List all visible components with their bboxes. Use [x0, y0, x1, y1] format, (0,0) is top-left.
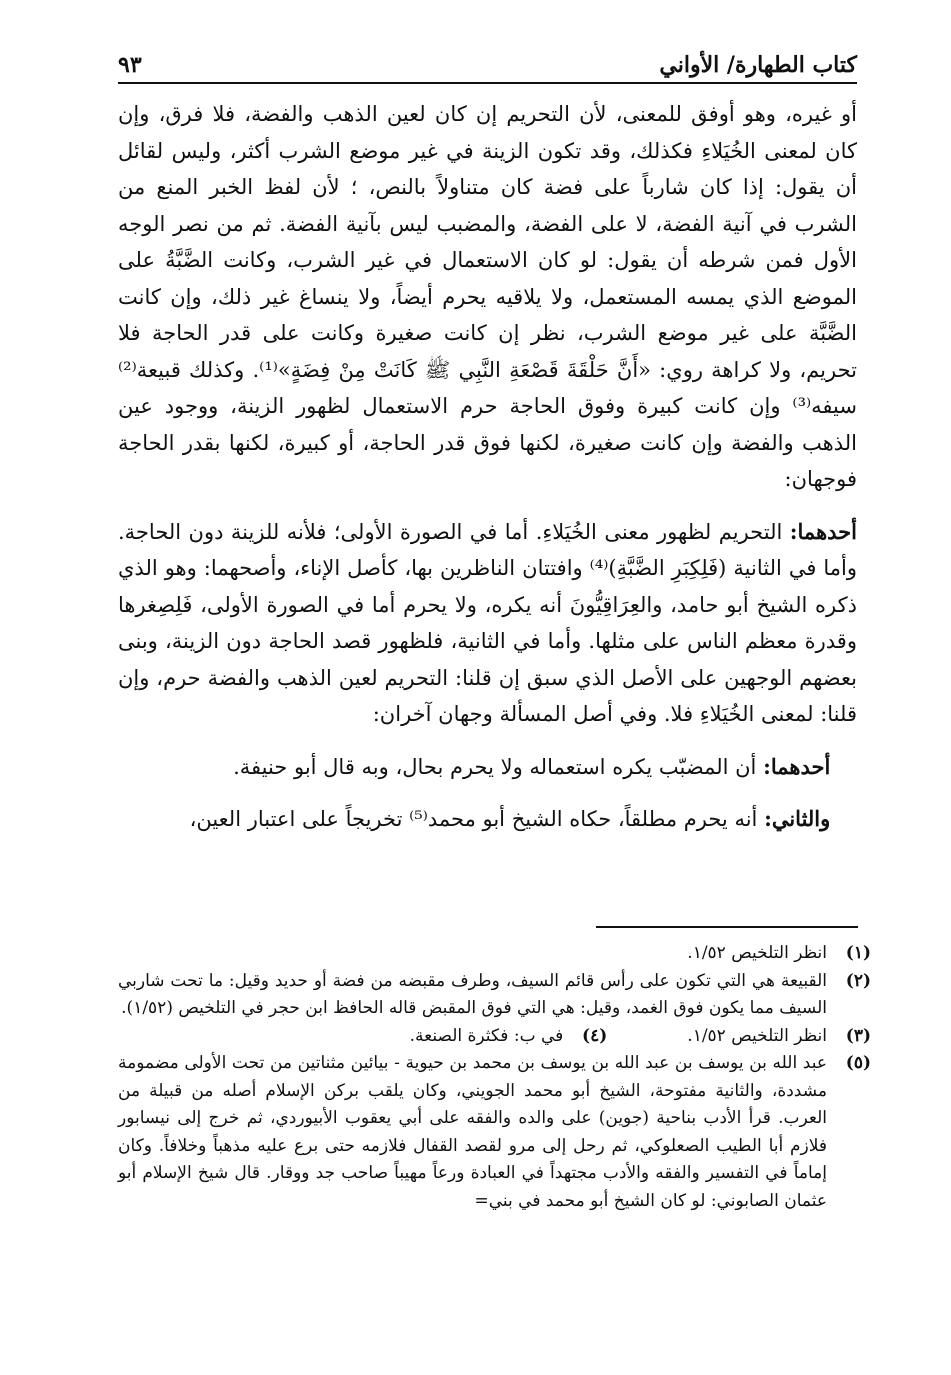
footnote-4	[410, 1023, 608, 1051]
paragraph-2	[118, 514, 857, 733]
paragraph-2-text: التحريم لظهور معنى الخُيَلاءِ. أما في الصورة الأولى؛ فلأنه للزينة دون الحاجة. وأما في الثانية (فَلِكِبَرِ الضَّبَّةِ)⁽⁴⁾ وافتتان الناظرين بها، كأصل الإناء، وأصحهما: وهو الذي ذكره الشيخ أبو حامد، والعِرَاقِيُّونَ أنه يكره، ولا يحرم أما في الصورة الأولى، فَلِصِغرها وقدرة معظم الناس على مثلها. وأما في الثانية، فلظهور قصد الحاجة دون الزينة، وبنى بعضهم الوجهين على الأصل الذي سبق إن قلنا: التحريم لعين الذهب والفضة حرم، وإن قلنا: لمعنى الخُيَلاءِ فلا. وفي أصل المسألة وجهان آخران:	[118, 519, 857, 726]
footnote-3	[687, 1023, 871, 1051]
footnote-row-3-4	[118, 1023, 871, 1051]
footnote-1	[118, 940, 871, 968]
main-text	[118, 96, 857, 838]
footnote-text: في ب: فكثرة الصنعة.	[409, 1025, 564, 1046]
footnote-number: (٥)	[845, 1053, 871, 1073]
footnote-number: (١)	[845, 943, 871, 963]
page-number: ٩٣	[118, 52, 142, 78]
paragraph-4-text: أنه يحرم مطلقاً، حكاه الشيخ أبو محمد⁽⁵⁾ تخريجاً على اعتبار العين،	[189, 807, 758, 831]
paragraph-3	[118, 749, 857, 786]
paragraph-1: أو غيره، وهو أوفق للمعنى، لأن التحريم إن كان لعين الذهب والفضة، فلا فرق، وإن كان لمعنى الخُيَلاءِ فكذلك، وقد تكون الزينة في غير موضع الشرب أكثر، وليس لقائل أن يقول: إذا كان شارباً على فضة كان متناولاً بالنص، ؛ لأن لفظ الخبر المنع من الشرب في آنية الفضة، لا على الفضة، والمضبب ليس بآنية الفضة. ثم من نصر الوجه الأول فمن شرطه أن يقول: لو كان الاستعمال في غير الشرب، وكانت الضَّبَّةُ على الموضع الذي يمسه المستعمل، ولا يلاقيه يحرم أيضاً، ولا ينساغ غير ذلك، وإن كانت الضَّبَّة على غير موضع الشرب، نظر إن كانت صغيرة وكانت على قدر الحاجة فلا تحريم، ولا كراهة روي: «أَنَّ حَلْقَةَ قَصْعَةِ النَّبِي ﷺ كَانَتْ مِنْ فِضَةٍ»⁽¹⁾. وكذلك قبيعة⁽²⁾ سيفه⁽³⁾ وإن كانت كبيرة وفوق الحاجة حرم الاستعمال لظهور الزينة، ووجود عين الذهب والفضة وإن كانت صغيرة، لكنها فوق قدر الحاجة، أو كبيرة، لكنها بقدر الحاجة فوجهان:	[118, 102, 857, 491]
footnotes	[118, 940, 871, 1215]
footnote-2	[118, 968, 871, 1023]
running-head: كتاب الطهارة/ الأواني	[659, 52, 857, 78]
paragraph-4-lead: والثاني:	[764, 806, 831, 831]
footnote-number: (٣)	[845, 1025, 871, 1046]
footnote-text: انظر التلخيص ١/٥٢.	[687, 1025, 827, 1046]
footnote-number: (٤)	[582, 1025, 608, 1046]
footnote-text: انظر التلخيص ١/٥٢.	[687, 943, 827, 963]
paragraph-3-text: أن المضبّب يكره استعماله ولا يحرم بحال، وبه قال أبو حنيفة.	[233, 754, 757, 779]
footnote-text: القبيعة هي التي تكون على رأس قائم السيف، وطرف مقبضه من فضة أو حديد وقيل: ما تحت شاربي السيف مما يكون فوق الغمد، وقيل: هي التي فوق المقبض قاله الحافظ ابن حجر في التلخيص (١/٥٢).	[118, 970, 827, 1018]
footnote-text: عبد الله بن يوسف بن عبد الله بن يوسف بن محمد بن حيوية - بيائين مثناتين من تحت الأولى مضمومة مشددة، والثانية مفتوحة، الشيخ أبو محمد الجويني، وكان يلقب بركن الإسلام أصله من قبيلة من العرب. قرأ الأدب بناحية (جوين) على والده والفقه على أبي يعقوب الأبيوردي، ثم خرج إلى نيسابور فلازم أبا الطيب الصعلوكي، ثم رحل إلى مرو لقصد القفال فلازمه حتى برع عليه مذهباً وخلافاً. وكان إماماً في التفسير والفقه والأدب مجتهداً في العبادة ورعاً مهيباً صاحب جد ووقار. قال شيخ الإسلام أبو عثمان الصابوني: لو كان الشيخ أبو محمد في بني=	[118, 1053, 827, 1211]
page-header	[118, 42, 857, 84]
paragraph-2-lead: أحدهما:	[789, 518, 857, 544]
footnote-rule	[596, 926, 858, 928]
footnote-5	[118, 1050, 871, 1215]
paragraph-4	[118, 801, 857, 838]
footnote-number: (٢)	[845, 970, 871, 991]
paragraph-3-lead: أحدهما:	[763, 753, 831, 779]
